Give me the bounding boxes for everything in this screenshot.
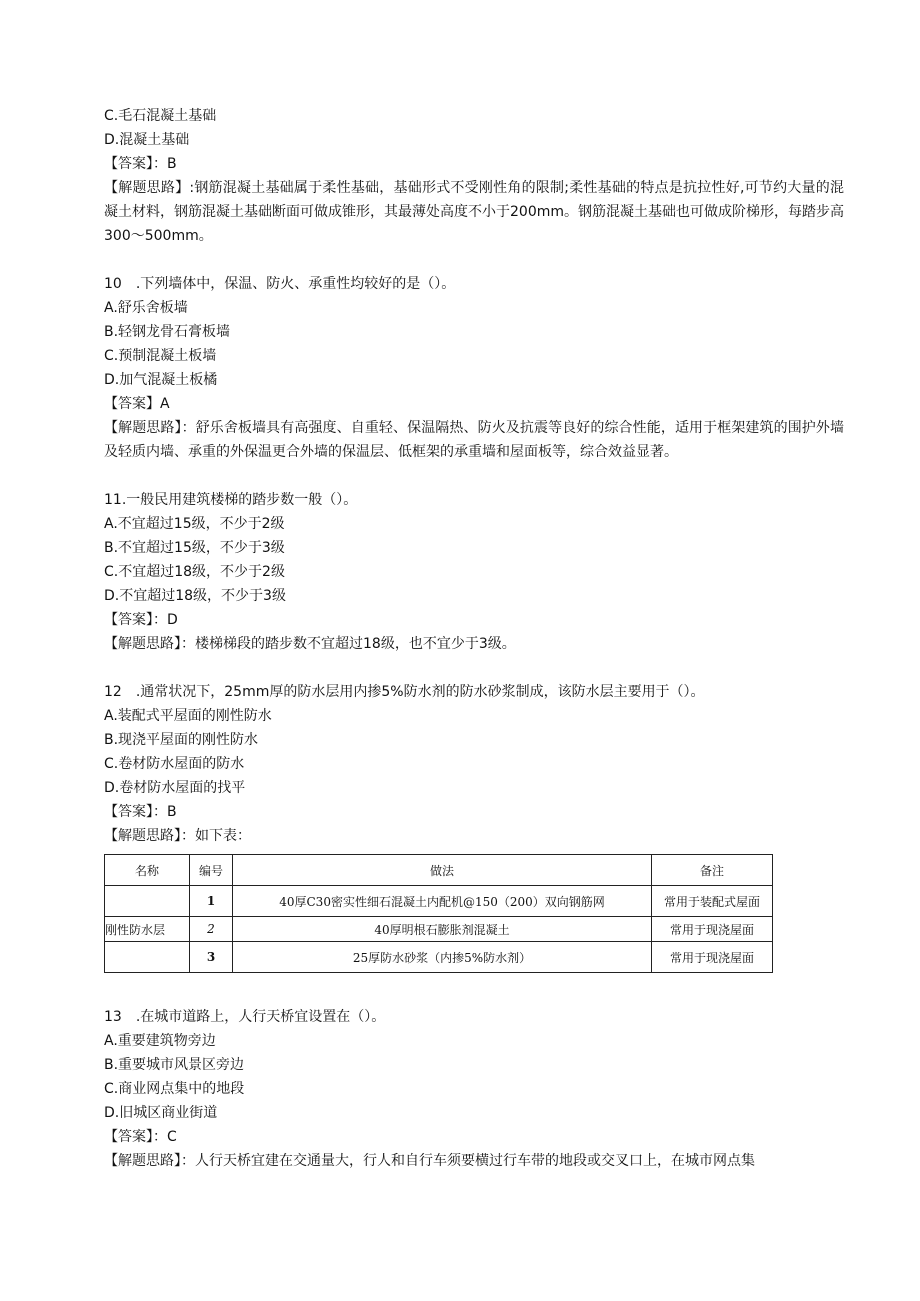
question-10 <box>104 272 844 464</box>
analysis: 【解题思路】：楼梯梯段的踏步数不宜超过18级，也不宜少于3级。 <box>104 636 516 652</box>
row-note: 常用于现浇屋面 <box>652 942 773 973</box>
answer: 【答案】：C <box>104 1129 177 1145</box>
name-cell <box>105 942 190 973</box>
question-stem: 10 .下列墙体中，保温、防火、承重性均较好的是（）。 <box>104 276 456 292</box>
analysis: 【解题思路】：人行天桥宜建在交通量大，行人和自行车须要横过行车带的地段或交叉口上，在城市网点集 <box>104 1153 755 1169</box>
option-c: C.毛石混凝土基础 <box>104 108 217 124</box>
analysis: 【解题思路】：舒乐舍板墙具有高强度、自重轻、保温隔热、防火及抗震等良好的综合性能，适用于框架建筑的围护外墙及轻质内墙、承重的外保温更合外墙的保温层、低框架的承重墙和屋面板等，综合效益显著。 <box>104 420 844 460</box>
header-name: 名称 <box>105 855 190 886</box>
row-number: 1 <box>190 886 233 917</box>
header-note: 备注 <box>652 855 773 886</box>
option-c: C.不宜超过18级，不少于2级 <box>104 564 285 580</box>
answer: 【答案】：B <box>104 156 177 172</box>
option-d: D.不宜超过18级，不少于3级 <box>104 588 286 604</box>
option-b: B.不宜超过15级，不少于3级 <box>104 540 285 556</box>
option-b: B.轻钢龙骨石膏板墙 <box>104 324 231 340</box>
question-9-tail <box>104 104 844 248</box>
table-row <box>105 942 773 973</box>
option-d: D.卷材防水屋面的找平 <box>104 780 246 796</box>
answer: 【答案】：B <box>104 804 177 820</box>
option-c: C.卷材防水屋面的防水 <box>104 756 245 772</box>
table-header-row <box>105 855 773 886</box>
analysis: 【解题思路】：如下表： <box>104 828 251 844</box>
option-c: C.商业网点集中的地段 <box>104 1081 245 1097</box>
option-a: A.舒乐舍板墙 <box>104 300 188 316</box>
option-d: D.旧城区商业街道 <box>104 1105 218 1121</box>
row-note: 常用于现浇屋面 <box>652 917 773 942</box>
header-number: 编号 <box>190 855 233 886</box>
row-number: 3 <box>190 942 233 973</box>
group-name-cell: 刚性防水层 <box>105 917 190 942</box>
question-stem: 11.一般民用建筑楼梯的踏步数一般（）。 <box>104 492 358 508</box>
option-d: D.加气混凝土板橘 <box>104 372 218 388</box>
option-a: A.不宜超过15级，不少于2级 <box>104 516 285 532</box>
question-stem: 12 .通常状况下，25mm厚的防水层用内掺5%防水剂的防水砂浆制成，该防水层主要用于（）。 <box>104 684 705 700</box>
table-row <box>105 917 773 942</box>
analysis: 【解题思路】:钢筋混凝土基础属于柔性基础，基础形式不受刚性角的限制;柔性基础的特点是抗拉性好,可节约大量的混凝土材料，钢筋混凝土基础断面可做成锥形，其最薄处高度不小于200mm。钢筋混凝土基础也可做成阶梯形，每踏步高300～500mm。 <box>104 180 844 244</box>
option-a: A.装配式平屋面的刚性防水 <box>104 708 272 724</box>
option-c: C.预制混凝土板墙 <box>104 348 217 364</box>
row-method: 40厚C30密实性细石混凝土内配机@150（200）双向钢筋网 <box>233 886 652 917</box>
option-b: B.重要城市风景区旁边 <box>104 1057 245 1073</box>
rigid-waterproof-table <box>104 854 773 973</box>
question-stem: 13 .在城市道路上，人行天桥宜设置在（）。 <box>104 1009 386 1025</box>
option-a: A.重要建筑物旁边 <box>104 1033 216 1049</box>
row-method: 40厚明根石膨胀剂混凝土 <box>233 917 652 942</box>
option-d: D.混凝土基础 <box>104 132 190 148</box>
question-11 <box>104 488 844 656</box>
answer: 【答案】A <box>104 396 170 412</box>
question-13 <box>104 1005 844 1173</box>
document-page <box>104 104 844 1173</box>
question-12 <box>104 680 844 973</box>
answer: 【答案】：D <box>104 612 178 628</box>
row-note: 常用于装配式屋面 <box>652 886 773 917</box>
row-number: 2 <box>190 917 233 942</box>
option-b: B.现浇平屋面的刚性防水 <box>104 732 259 748</box>
name-cell <box>105 886 190 917</box>
row-method: 25厚防水砂浆（内掺5%防水剂） <box>233 942 652 973</box>
header-method: 做法 <box>233 855 652 886</box>
table-row <box>105 886 773 917</box>
